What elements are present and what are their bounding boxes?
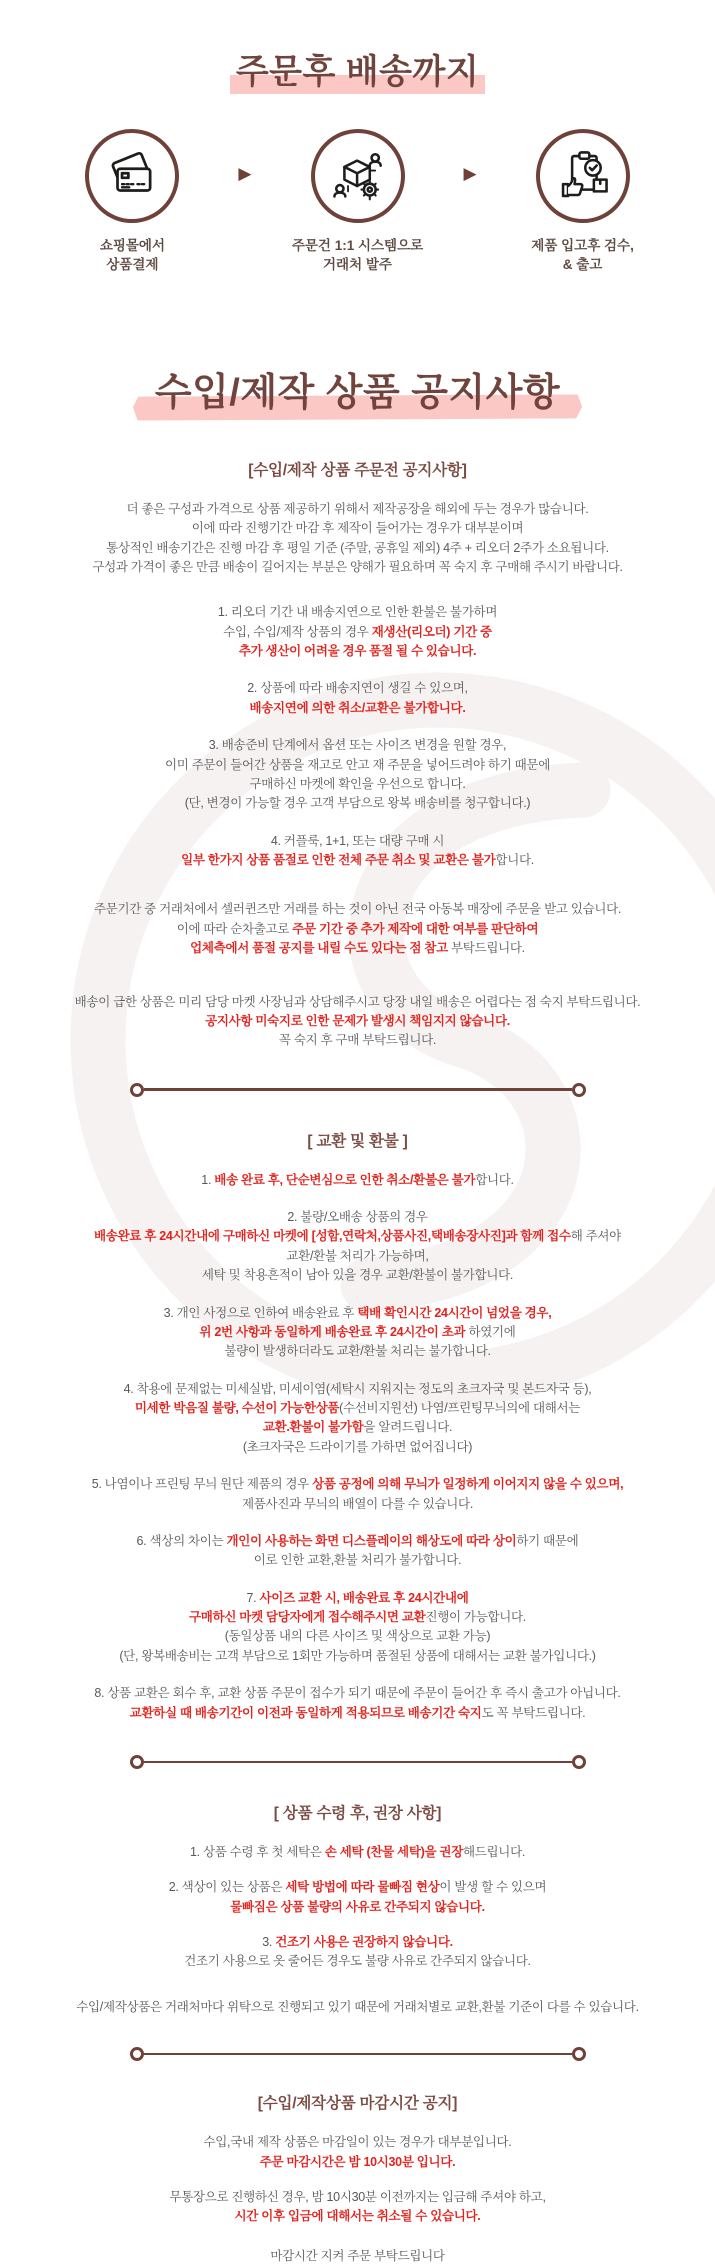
- notice-line: [18, 832, 698, 851]
- notice-paragraph: [18, 2133, 698, 2172]
- notice-line: [18, 2207, 698, 2226]
- step-order-system: [270, 129, 446, 275]
- notice-line: [18, 699, 698, 718]
- body-text: 부탁드립니다.: [451, 941, 525, 955]
- section-divider: [130, 2047, 586, 2061]
- divider-line: [144, 1761, 572, 1764]
- body-text: 불량이 발생하더라도 교환/환불 처리는 불가합니다.: [224, 1344, 490, 1358]
- notice-paragraph: [18, 2247, 698, 2266]
- step-label-line: 쇼핑몰에서: [100, 237, 165, 256]
- notice-line: [18, 1589, 698, 1608]
- divider-endpoint-dot: [130, 2047, 144, 2061]
- body-text: 수입,국내 제작 상품은 마감일이 있는 경우가 대부분입니다.: [204, 2135, 512, 2149]
- order-steps: [8, 129, 708, 275]
- section-divider: [130, 1083, 586, 1097]
- emphasis-text: 구매하신 마켓 담당자에게 접수해주시면 교환: [189, 1610, 425, 1624]
- notice-line: [18, 1380, 698, 1399]
- step-label-line: 주문건 1:1 시스템으로: [292, 237, 423, 256]
- section-heading: [수입/제작상품 마감시간 공지]: [18, 2091, 698, 2113]
- body-text: 2. 상품에 따라 배송지연이 생길 수 있으며,: [247, 681, 467, 695]
- arrow-right-icon: ▶: [238, 164, 251, 184]
- notice-line: [18, 1704, 698, 1723]
- notice-paragraph: [18, 736, 698, 814]
- notice-line: [18, 2153, 698, 2172]
- body-text: 교환/환불 처리가 가능하며,: [286, 1249, 428, 1263]
- order-to-delivery-title: [8, 0, 708, 93]
- shipping-notice-page: [8, 0, 708, 2030]
- notice-line: [18, 500, 698, 519]
- body-text: 3. 배송준비 단계에서 옵션 또는 사이즈 변경을 원할 경우,: [209, 738, 506, 752]
- body-text: (초크자국은 드라이기를 가하면 없어집니다): [243, 1440, 472, 1454]
- body-text: 건조기 사용으로 옷 줄어든 경우도 불량 사유로 간주되지 않습니다.: [184, 1954, 530, 1968]
- step-label: [531, 237, 634, 275]
- step-label-line: 상품결제: [100, 256, 165, 275]
- body-text: 합니다.: [475, 1173, 514, 1187]
- step-label-line: & 출고: [531, 256, 634, 275]
- body-text: 3.: [262, 1935, 275, 1949]
- notice-paragraph: [18, 603, 698, 661]
- body-text: 하기 때문에: [516, 1534, 578, 1548]
- section-divider: [130, 1755, 586, 1769]
- notice-line: [18, 1608, 698, 1627]
- notice-paragraph: [18, 1208, 698, 1286]
- emphasis-text: 상품 공정에 의해 무늬가 일정하게 이어지지 않을 수 있으며,: [312, 1477, 623, 1491]
- credit-card-icon: [85, 129, 179, 223]
- body-text: 이로 인한 교환,환불 처리가 불가합니다.: [254, 1553, 461, 1567]
- notice-paragraph: [18, 1589, 698, 1667]
- body-text: 제품사진과 무늬의 배열이 다를 수 있습니다.: [242, 1497, 473, 1511]
- notice-paragraph: [18, 1380, 698, 1458]
- step-label: [100, 237, 165, 275]
- body-text: (단, 변경이 가능할 경우 고객 부담으로 왕복 배송비를 청구합니다.): [185, 796, 531, 810]
- divider-endpoint-dot: [130, 1755, 144, 1769]
- notice-line: [18, 794, 698, 813]
- notice-line: [18, 1878, 698, 1897]
- notice-line: [18, 679, 698, 698]
- body-text: 4. 커플룩, 1+1, 또는 대량 구매 시: [271, 834, 444, 848]
- emphasis-text: 배송완료 후 24시간내에 구매하신 마켓에 [성함,연락처,상품사진,택배송장사진]과 함께 접수: [94, 1229, 571, 1243]
- notice-line: [18, 1227, 698, 1246]
- body-text: 1.: [201, 1173, 214, 1187]
- notice-line: [18, 2247, 698, 2266]
- notice-line: [18, 939, 698, 958]
- emphasis-text: 손 세탁 (찬물 세탁)을 권장: [325, 1845, 463, 1859]
- notice-line: [18, 775, 698, 794]
- body-text: 8. 상품 교환은 회수 후, 교환 상품 주문이 접수가 되기 때문에 주문이 들어간 후 즉시 출고가 아닙니다.: [94, 1686, 620, 1700]
- divider-line: [144, 1088, 572, 1091]
- notice-line: [18, 623, 698, 642]
- notice-line: [18, 519, 698, 538]
- step-inspection: [495, 129, 671, 275]
- divider-line: [144, 2053, 572, 2056]
- notice-paragraph: [18, 1843, 698, 1862]
- emphasis-text: 교환.환불이 불가함: [263, 1420, 364, 1434]
- step-label: [292, 237, 423, 275]
- section-heading: [ 교환 및 환불 ]: [18, 1129, 698, 1151]
- notice-title: 수입/제작 상품 공지사항: [155, 372, 560, 414]
- divider-endpoint-dot: [572, 2047, 586, 2061]
- emphasis-text: 교환하실 때 배송기간이 이전과 동일하게 적용되므로 배송기간 숙지: [130, 1706, 482, 1720]
- notice-line: [18, 1171, 698, 1190]
- emphasis-text: 개인이 사용하는 화면 디스플레이의 해상도에 따라 상이: [227, 1534, 517, 1548]
- notice-line: [18, 756, 698, 775]
- notice-line: [18, 1898, 698, 1917]
- body-text: 이미 주문이 들어간 상품을 재고로 안고 재 주문을 넣어드려야 하기 때문에: [165, 758, 550, 772]
- notice-line: [18, 1012, 698, 1031]
- body-text: 하였기에: [465, 1325, 515, 1339]
- notice-paragraph: [18, 1475, 698, 1514]
- step-label-line: 거래처 발주: [292, 256, 423, 275]
- notice-line: [18, 1031, 698, 1050]
- divider-endpoint-dot: [572, 1083, 586, 1097]
- body-text: 이에 따라 순차출고로: [177, 922, 293, 936]
- notice-line: [18, 1933, 698, 1952]
- body-text: 7.: [247, 1591, 260, 1605]
- step-payment: [44, 129, 220, 275]
- body-text: 배송이 급한 상품은 미리 담당 마켓 사장님과 상담해주시고 당장 내일 배송은 어렵다는 점 숙지 부탁드립니다.: [75, 995, 641, 1009]
- emphasis-text: 위 2번 사항과 동일하게 배송완료 후 24시간이 초과: [199, 1325, 465, 1339]
- notice-line: [18, 1266, 698, 1285]
- notice-paragraph: [18, 1304, 698, 1362]
- arrow-right-icon: ▶: [464, 164, 477, 184]
- emphasis-text: 시간 이후 입금에 대해서는 취소될 수 있습니다.: [235, 2209, 481, 2223]
- notice-line: [18, 1495, 698, 1514]
- body-text: 주문기간 중 거래처에서 셀러퀸즈만 거래를 하는 것이 아닌 전국 아동복 매장에 주문을 받고 있습니다.: [94, 902, 621, 916]
- body-text: 해 주셔야: [571, 1229, 621, 1243]
- emphasis-text: 물빠짐은 상품 불량의 사유로 간주되지 않습니다.: [230, 1900, 485, 1914]
- body-text: 구성과 가격이 좋은 만큼 배송이 길어지는 부분은 양해가 필요하며 꼭 숙지 후 구매해 주시기 바랍니다.: [92, 560, 622, 574]
- page-title: 주문후 배송까지: [236, 53, 479, 91]
- body-text: 해드립니다.: [463, 1845, 525, 1859]
- emphasis-text: 택배 확인시간 24시간이 넘었을 경우,: [357, 1306, 551, 1320]
- notice-line: [18, 851, 698, 870]
- emphasis-text: 배송지연에 의한 취소/교환은 불가합니다.: [249, 701, 465, 715]
- order-system-icon: [311, 129, 405, 223]
- notice-line: [18, 900, 698, 919]
- body-text: 꼭 숙지 후 구매 부탁드립니다.: [279, 1033, 436, 1047]
- notice-line: [18, 1952, 698, 1971]
- emphasis-text: 일부 한가지 상품 품절로 인한 전체 주문 취소 및 교환은 불가: [181, 853, 495, 867]
- body-text: (동일상품 내의 다른 사이즈 및 색상으로 교환 가능): [225, 1629, 490, 1643]
- notice-line: [18, 1342, 698, 1361]
- notice-line: [18, 558, 698, 577]
- section-heading: [ 상품 수령 후, 권장 사항]: [18, 1801, 698, 1823]
- emphasis-text: 건조기 사용은 권장하지 않습니다.: [275, 1935, 453, 1949]
- body-text: 1. 리오더 기간 내 배송지연으로 인한 환불은 불가하며: [218, 605, 497, 619]
- emphasis-text: 세탁 방법에 따라 물빠짐 현상: [285, 1880, 439, 1894]
- notice-line: [18, 1998, 698, 2017]
- body-text: 4. 착용에 문제없는 미세실밥, 미세이염(세탁시 지워지는 정도의 초크자국 및 본드자국 등),: [124, 1382, 592, 1396]
- notice-line: [18, 1627, 698, 1646]
- body-text: 2. 불량/오배송 상품의 경우: [287, 1210, 427, 1224]
- notice-line: [18, 539, 698, 558]
- divider-endpoint-dot: [130, 1083, 144, 1097]
- inspection-shipping-icon: [536, 129, 630, 223]
- notice-line: [18, 1247, 698, 1266]
- body-text: 2. 색상이 있는 상품은: [169, 1880, 286, 1894]
- notice-paragraph: [18, 500, 698, 578]
- notice-paragraph: [18, 1684, 698, 1723]
- notice-paragraph: [18, 900, 698, 958]
- body-text: 6. 색상의 차이는: [137, 1534, 227, 1548]
- body-text: 3. 개인 사정으로 인하여 배송완료 후: [164, 1306, 358, 1320]
- notice-line: [18, 1418, 698, 1437]
- page-content: [8, 0, 708, 2266]
- body-text: 합니다.: [495, 853, 534, 867]
- notice-blocks: [8, 458, 708, 2266]
- body-text: 이 발생 할 수 있으며: [439, 1880, 546, 1894]
- notice-line: [18, 603, 698, 622]
- body-text: 수입, 수입/제작 상품의 경우: [223, 625, 372, 639]
- body-text: 진행이 가능합니다.: [425, 1610, 526, 1624]
- notice-line: [18, 993, 698, 1012]
- body-text: 구매하신 마켓에 확인을 우선으로 합니다.: [249, 777, 465, 791]
- notice-line: [18, 1684, 698, 1703]
- emphasis-text: 주문 기간 중 추가 제작에 대한 여부를 판단하여: [292, 922, 538, 936]
- notice-line: [18, 1475, 698, 1494]
- body-text: (수선비지원선) 나염/프린팅무늬의에 대해서는: [339, 1401, 580, 1415]
- notice-paragraph: [18, 832, 698, 871]
- body-text: 이에 따라 진행기간 마감 후 제작이 들어가는 경우가 대부분이며: [192, 521, 524, 535]
- notice-line: [18, 736, 698, 755]
- emphasis-text: 사이즈 교환 시, 배송완료 후 24시간내에: [260, 1591, 469, 1605]
- emphasis-text: 미세한 박음질 불량, 수선이 가능한상품: [135, 1401, 339, 1415]
- notice-paragraph: [18, 679, 698, 718]
- body-text: 을 알려드립니다.: [363, 1420, 452, 1434]
- notice-line: [18, 2188, 698, 2207]
- notice-line: [18, 642, 698, 661]
- body-text: 무통장으로 진행하신 경우, 밤 10시30분 이전까지는 입금해 주셔야 하고,: [169, 2190, 545, 2204]
- notice-paragraph: [18, 1998, 698, 2017]
- body-text: 5. 나염이나 프린팅 무늬 원단 제품의 경우: [92, 1477, 312, 1491]
- body-text: 마감시간 지켜 주문 부탁드립니다: [270, 2249, 444, 2263]
- notice-line: [18, 1532, 698, 1551]
- notice-line: [18, 1304, 698, 1323]
- step-label-line: 제품 입고후 검수,: [531, 237, 634, 256]
- emphasis-text: 주문 마감시간은 밤 10시30분 입니다.: [260, 2155, 456, 2169]
- notice-line: [18, 1323, 698, 1342]
- notice-line: [18, 1647, 698, 1666]
- emphasis-text: 재생산(리오더) 기간 중: [372, 625, 492, 639]
- notice-line: [18, 2133, 698, 2152]
- body-text: 도 꼭 부탁드립니다.: [482, 1706, 586, 1720]
- notice-paragraph: [18, 1171, 698, 1190]
- section-heading: [수입/제작 상품 주문전 공지사항]: [18, 458, 698, 480]
- notice-line: [18, 1208, 698, 1227]
- notice-paragraph: [18, 1532, 698, 1571]
- notice-paragraph: [18, 2188, 698, 2227]
- notice-line: [18, 1438, 698, 1457]
- body-text: 수입/제작상품은 거래처마다 위탁으로 진행되고 있기 때문에 거래처별로 교환,환불 기준이 다를 수 있습니다.: [76, 2000, 639, 2014]
- notice-paragraph: [18, 1933, 698, 1972]
- notice-line: [18, 1399, 698, 1418]
- emphasis-text: 추가 생산이 어려울 경우 품절 될 수 있습니다.: [239, 644, 476, 658]
- notice-line: [18, 1551, 698, 1570]
- emphasis-text: 공지사항 미숙지로 인한 문제가 발생시 책임지지 않습니다.: [205, 1014, 510, 1028]
- body-text: (단, 왕복배송비는 고객 부담으로 1회만 가능하며 품절된 상품에 대해서는 교환 불가입니다.): [119, 1649, 595, 1663]
- notice-paragraph: [18, 993, 698, 1051]
- notice-line: [18, 1843, 698, 1862]
- body-text: 세탁 및 착용흔적이 남아 있을 경우 교환/환불이 불가합니다.: [202, 1268, 513, 1282]
- body-text: 1. 상품 수령 후 첫 세탁은: [190, 1845, 325, 1859]
- import-notice-title: [8, 361, 708, 416]
- notice-line: [18, 920, 698, 939]
- body-text: 더 좋은 구성과 가격으로 상품 제공하기 위해서 제작공장을 해외에 두는 경우가 많습니다.: [127, 502, 589, 516]
- emphasis-text: 배송 완료 후, 단순변심으로 인한 취소/환불은 불가: [214, 1173, 475, 1187]
- emphasis-text: 업체측에서 품절 공지를 내릴 수도 있다는 점 참고: [190, 941, 451, 955]
- divider-endpoint-dot: [572, 1755, 586, 1769]
- body-text: 통상적인 배송기간은 진행 마감 후 평일 기준 (주말, 공휴일 제외) 4주 + 리오더 2주가 소요됩니다.: [106, 541, 609, 555]
- notice-paragraph: [18, 1878, 698, 1917]
